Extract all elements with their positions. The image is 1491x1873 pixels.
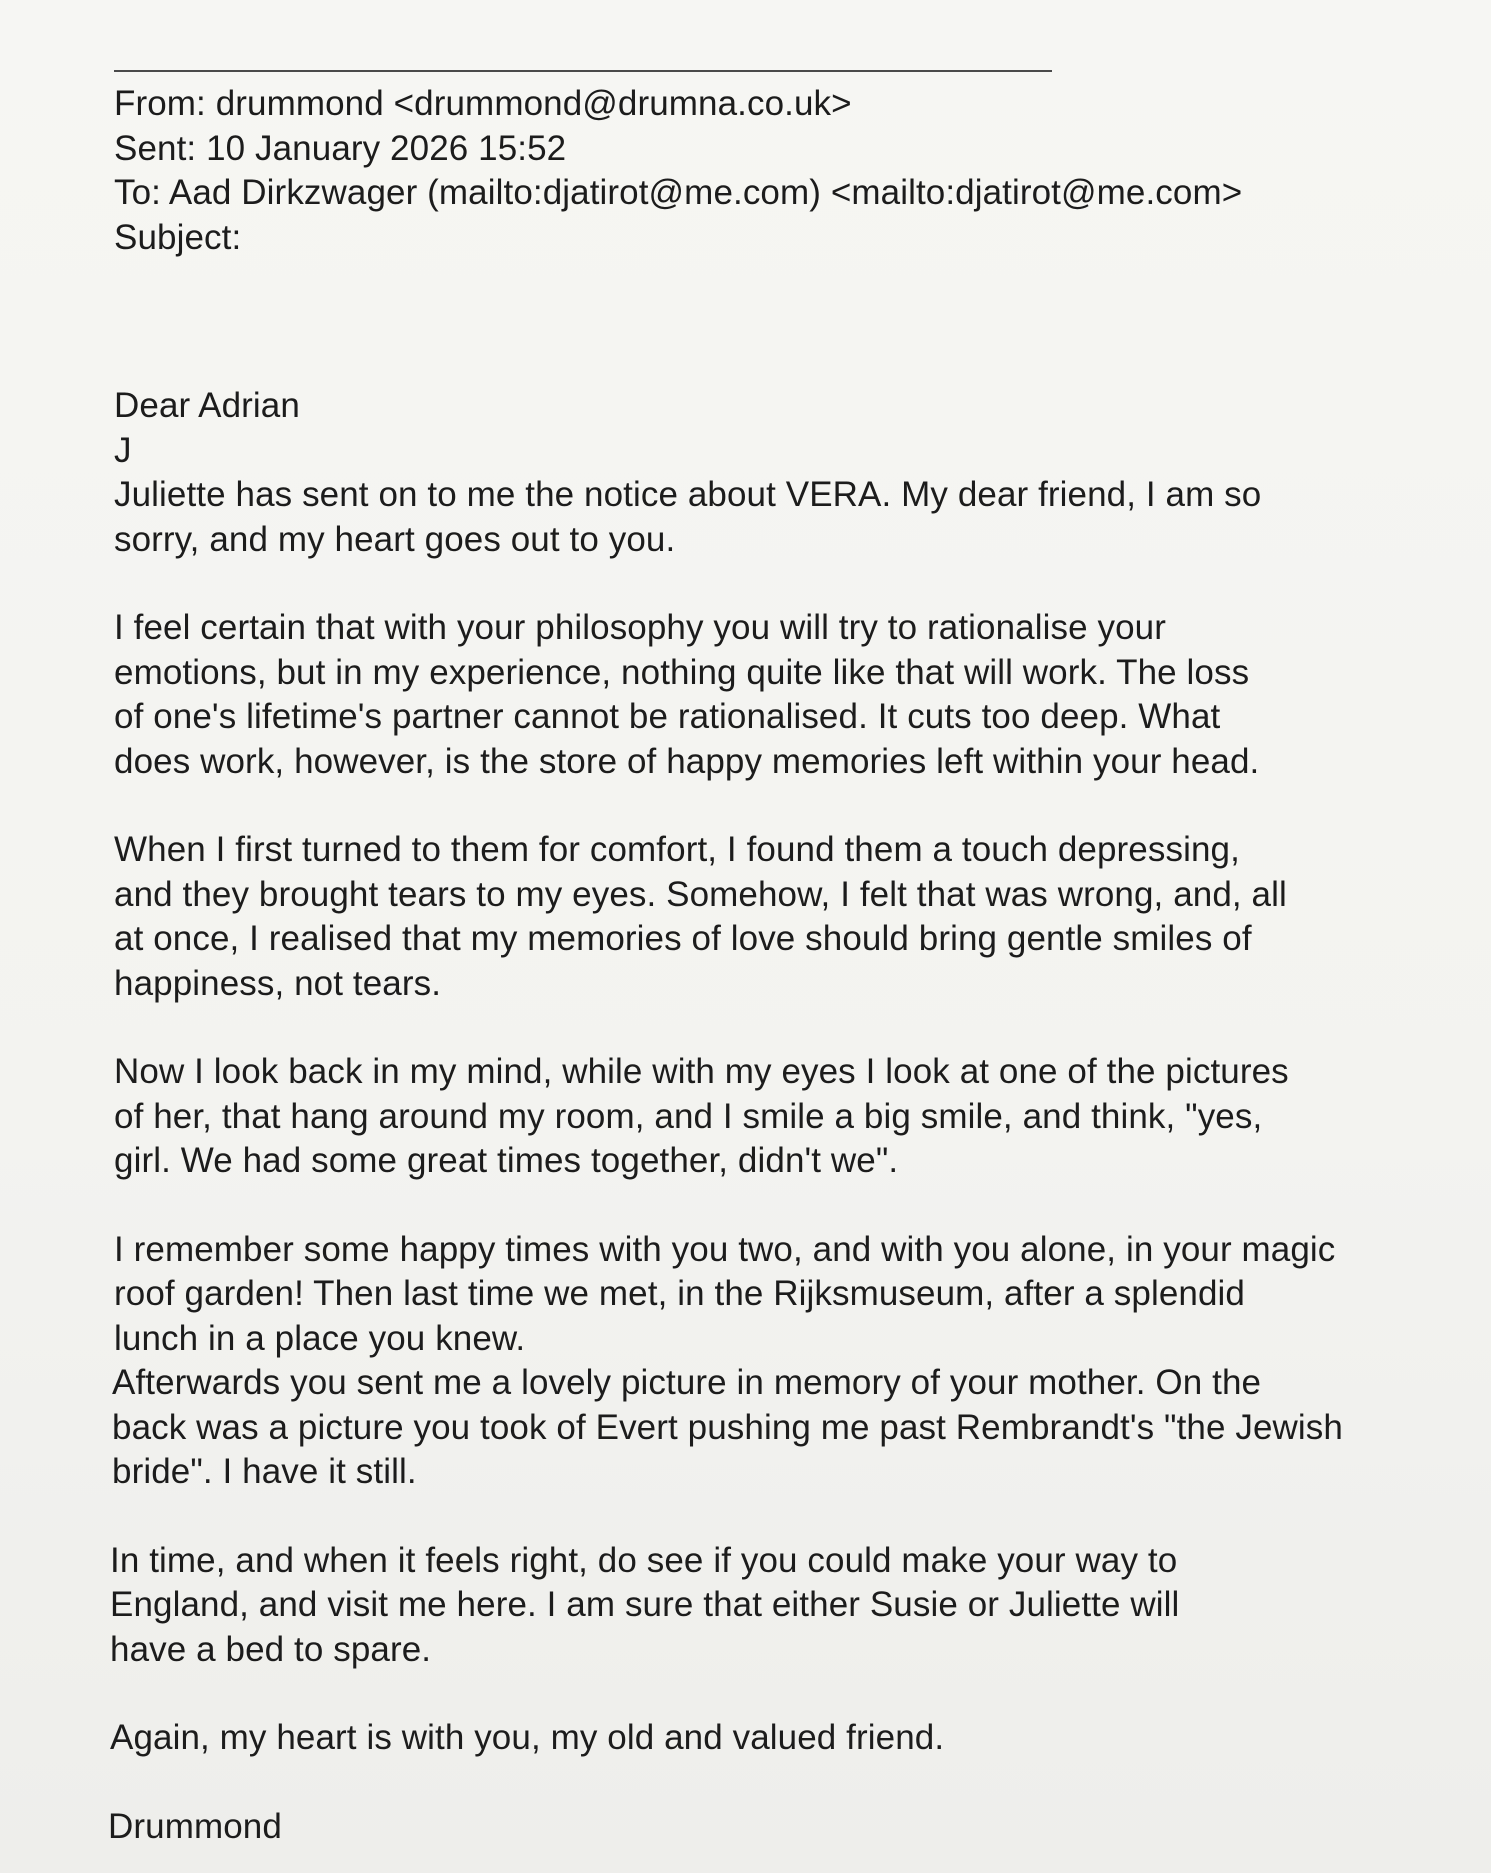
paragraph-5 — [114, 1228, 1454, 1495]
paragraph-line: of one's lifetime's partner cannot be rationalised. It cuts too deep. What — [114, 697, 1221, 736]
sent-line — [114, 127, 1454, 172]
header-divider — [114, 70, 1052, 72]
paragraph-line: sorry, and my heart goes out to you. — [114, 519, 676, 559]
paragraph-line: back was a picture you took of Evert pushing me past Rembrandt's "the Jewish — [112, 1407, 1343, 1447]
paragraph-line: of her, that hang around my room, and I smile a big smile, and think, "yes, — [114, 1096, 1263, 1136]
paragraph-line: roof garden! Then last time we met, in the Rijksmuseum, after a splendid — [114, 1274, 1245, 1313]
paragraph-line: Again, my heart is with you, my old and valued friend. — [110, 1718, 945, 1757]
paragraph-line: In time, and when it feels right, do see if you could make your way to — [110, 1540, 1178, 1580]
email-body — [108, 384, 1454, 1849]
paragraph-line: emotions, but in my experience, nothing quite like that will work. The loss — [114, 652, 1250, 692]
paragraph-line: England, and visit me here. I am sure that either Susie or Juliette will — [110, 1585, 1180, 1624]
paragraph-line: Now I look back in my mind, while with my eyes I look at one of the pictures — [114, 1052, 1289, 1091]
paragraph-line: happiness, not tears. — [114, 963, 442, 1003]
to-line — [114, 171, 1454, 216]
subject-label: Subject: — [114, 217, 242, 257]
paragraph-line: When I first turned to them for comfort, I found them a touch depressing, — [114, 830, 1240, 869]
paragraph-6 — [110, 1539, 1454, 1673]
paragraph-line: I remember some happy times with you two, and with you alone, in your magic — [114, 1229, 1336, 1269]
paragraph-line: Afterwards you sent me a lovely picture in memory of your mother. On the — [112, 1363, 1262, 1402]
paragraph-line: at once, I realised that my memories of love should bring gentle smiles of — [114, 919, 1252, 958]
stray-initial: J — [114, 430, 132, 470]
signature: Drummond — [108, 1806, 282, 1846]
to-value: Aad Dirkzwager (mailto:djatirot@me.com) <mailto:djatirot@me.com> — [168, 173, 1243, 212]
greeting: Dear Adrian — [114, 386, 300, 425]
paragraph-line: I feel certain that with your philosophy you will try to rationalise your — [114, 608, 1166, 647]
paragraph-3 — [114, 828, 1454, 1006]
sent-label: Sent: — [114, 128, 197, 168]
paragraph-line: does work, however, is the store of happy memories left within your head. — [114, 741, 1260, 781]
paragraph-line: girl. We had some great times together, didn't we". — [114, 1141, 899, 1180]
subject-line — [114, 216, 1454, 261]
paragraph-2 — [114, 606, 1454, 784]
from-value: drummond <drummond@drumna.co.uk> — [215, 84, 852, 123]
email-header — [114, 82, 1454, 260]
paragraph-line: bride". I have it still. — [112, 1452, 417, 1491]
from-line — [114, 82, 1454, 127]
from-label: From: — [114, 84, 206, 123]
paragraph-7 — [110, 1716, 1454, 1761]
paragraph-line: and they brought tears to my eyes. Somehow, I felt that was wrong, and, all — [114, 874, 1287, 914]
paragraph-1 — [114, 473, 1454, 562]
sent-value: 10 January 2026 15:52 — [206, 128, 567, 168]
paragraph-4 — [114, 1050, 1454, 1184]
email-printout — [108, 82, 1454, 1849]
paragraph-line: have a bed to spare. — [110, 1629, 432, 1669]
to-label: To: — [114, 173, 161, 212]
paragraph-line: Juliette has sent on to me the notice about VERA. My dear friend, I am so — [114, 475, 1262, 514]
paragraph-line: lunch in a place you knew. — [114, 1318, 526, 1358]
